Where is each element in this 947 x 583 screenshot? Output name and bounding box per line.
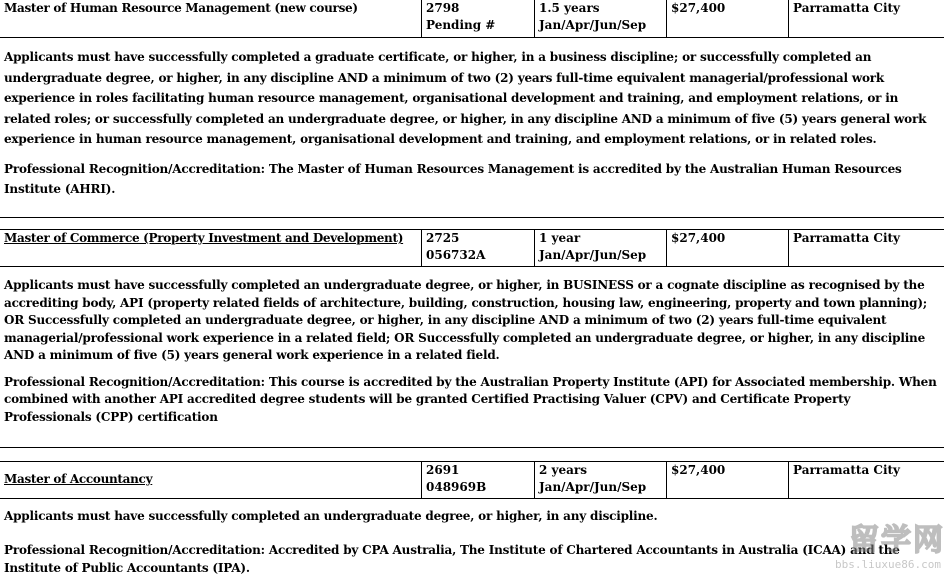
course-fee: $27,400 — [667, 0, 789, 37]
course-code — [422, 0, 535, 37]
accreditation — [4, 374, 940, 427]
course-header-row — [0, 230, 944, 267]
accreditation-label: Professional Recognition/Accreditation: — [4, 161, 265, 176]
course-block — [0, 229, 944, 448]
course-code — [422, 230, 535, 266]
course-details — [0, 267, 944, 447]
course-block — [0, 461, 944, 583]
course-fee: $27,400 — [667, 462, 789, 498]
course-details — [0, 38, 944, 217]
course-title-link[interactable]: Master of Accountancy — [0, 462, 422, 498]
course-title: Master of Human Resource Management (new course) — [0, 0, 422, 37]
course-details — [0, 499, 944, 583]
course-code-number: 2725 — [426, 231, 460, 245]
accreditation — [4, 541, 940, 577]
course-header-row — [0, 0, 944, 38]
course-title-link[interactable]: Master of Commerce (Property Investment and Development) — [0, 230, 422, 266]
intake-months: Jan/Apr/Jun/Sep — [539, 480, 647, 494]
course-duration — [535, 230, 667, 266]
course-cricos-code: 056732A — [426, 248, 486, 262]
course-duration — [535, 0, 667, 37]
course-block — [0, 0, 944, 218]
accreditation-text: The Master of Human Resources Management is accredited by the Australian Human Resources Institute (AHRI). — [4, 161, 902, 196]
course-header-row — [0, 462, 944, 499]
course-cricos-code: 048969B — [426, 480, 487, 494]
course-code-number: 2798 — [426, 1, 460, 15]
accreditation — [4, 159, 940, 200]
watermark-logo-text: 留学网 — [849, 523, 945, 558]
intake-months: Jan/Apr/Jun/Sep — [539, 18, 647, 32]
course-campus: Parramatta City — [793, 463, 901, 477]
watermark-url: bbs.liuxue86.com — [835, 558, 941, 571]
accreditation-label: Professional Recognition/Accreditation: — [4, 543, 265, 557]
accreditation-label: Professional Recognition/Accreditation: — [4, 374, 265, 389]
duration-value: 2 years — [539, 463, 587, 477]
course-campus: Parramatta City — [793, 1, 901, 15]
accreditation-text: Accredited by CPA Australia, The Institute of Chartered Accountants in Australia (ICAA) and the Institute of Public Accountants (IPA). — [4, 543, 900, 575]
course-code-number: 2691 — [426, 463, 460, 477]
course-cricos-code: Pending # — [426, 18, 496, 32]
entry-requirements: Applicants must have successfully completed an undergraduate degree, or higher, in BUSINESS or a cognate discipline as recognised by the accrediting body, API (property related fields of architecture, building, construction, housing law, engineering, property and town planning); OR Successfully completed an undergraduate degree, or higher, in any discipline AND a minimum of two (2) years full-time equivalent managerial/professional work experience in a related field; OR Successfully completed an undergraduate degree, or higher, in any discipline AND a minimum of five (5) years general work experience in a related field. — [4, 278, 928, 362]
accreditation-text: This course is accredited by the Australian Property Institute (API) for Associated membership. When combined with another API accredited degree students will be granted Certified Practising Valuer (CPV) and Certificate Property Professionals (CPP) certification — [4, 374, 937, 424]
duration-value: 1.5 years — [539, 1, 600, 15]
intake-months: Jan/Apr/Jun/Sep — [539, 248, 647, 262]
entry-requirements: Applicants must have successfully completed a graduate certificate, or higher, in a business discipline; or successfully completed an undergraduate degree, or higher, in any discipline AND a minimum of two (2) years full-time equivalent managerial/professional work experience in roles facilitating human resource management, organisational development and training, and employment relations, or in related roles; or successfully completed an undergraduate degree, or higher, in any discipline AND a minimum of five (5) years general work experience in human resource management, organisational development and training, and employment relations, or in related roles. — [4, 50, 927, 146]
course-fee: $27,400 — [667, 230, 789, 266]
duration-value: 1 year — [539, 231, 581, 245]
entry-requirements: Applicants must have successfully completed an undergraduate degree, or higher, in any discipline. — [4, 509, 658, 523]
course-duration — [535, 462, 667, 498]
course-code — [422, 462, 535, 498]
course-campus: Parramatta City — [793, 231, 901, 245]
